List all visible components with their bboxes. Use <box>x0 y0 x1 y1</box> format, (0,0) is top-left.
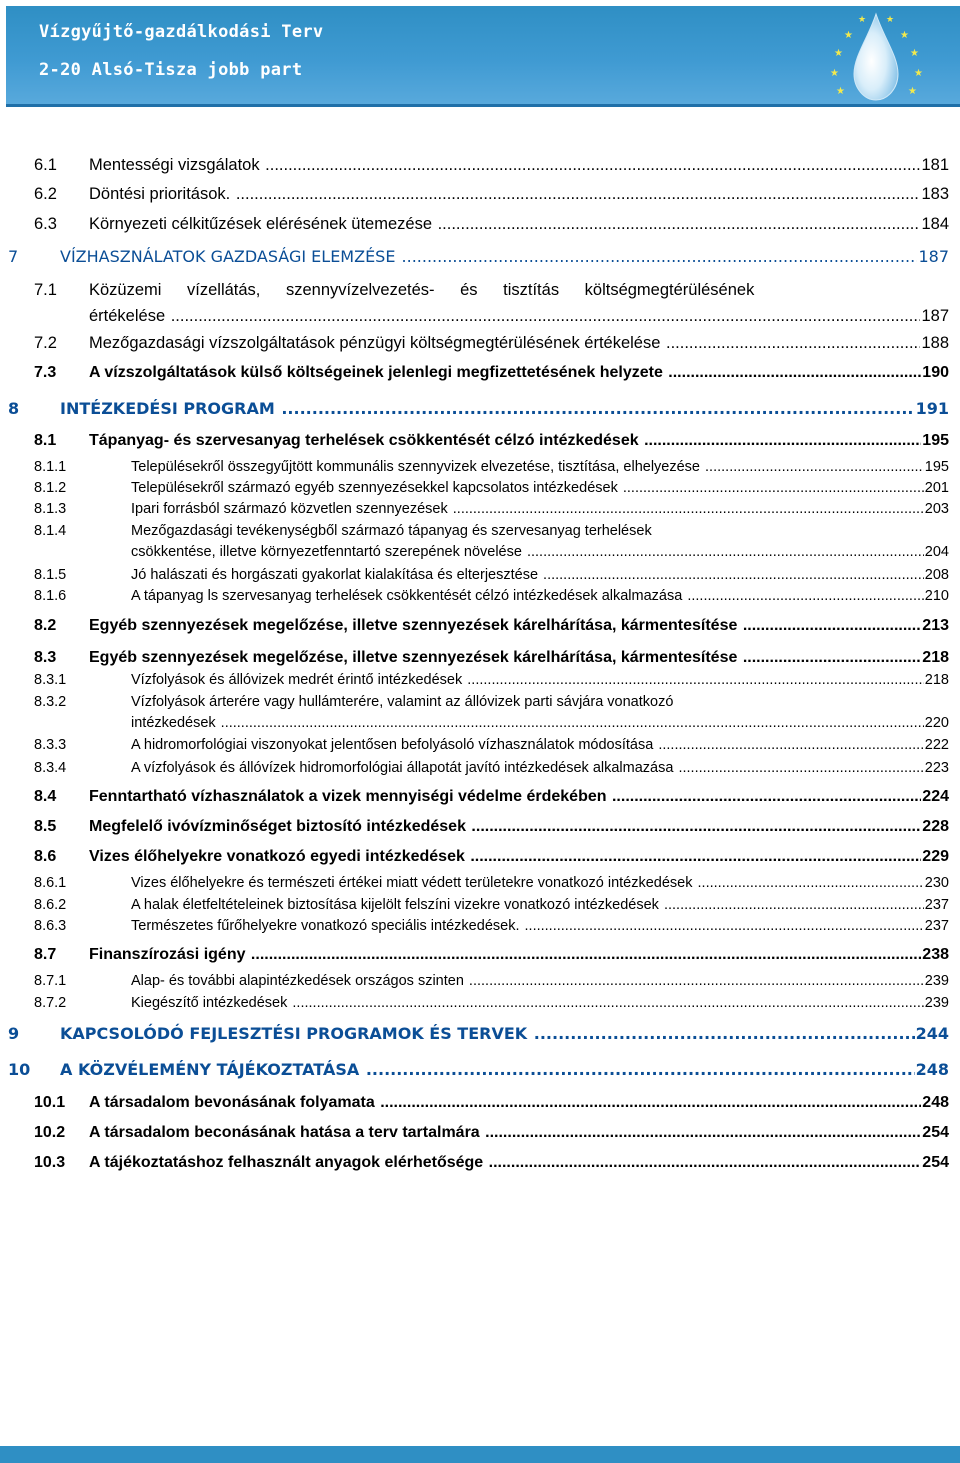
toc-entry[interactable] <box>34 213 949 235</box>
toc-entry-second-line[interactable] <box>34 305 949 327</box>
toc-label: Alap- és további alapintézkedések országos szinten <box>131 973 464 989</box>
toc-entry[interactable] <box>34 734 949 756</box>
toc-label-continued: értékelése <box>89 307 166 325</box>
toc-number: 8.7 <box>34 946 57 963</box>
toc-number: 8.4 <box>34 788 57 805</box>
toc-number: 10.1 <box>34 1094 66 1111</box>
toc-entry-second-line[interactable] <box>34 712 949 734</box>
toc-label: Jó halászati és horgászati gyakorlat kialakítása és elterjesztése <box>131 567 539 583</box>
toc-label: Kiegészítő intézkedések <box>131 995 288 1011</box>
toc-label: Finanszírozási igény <box>89 946 246 963</box>
toc-label: Településekről származó egyéb szennyezésekkel kapcsolatos intézkedések <box>131 480 618 496</box>
toc-number: 6.3 <box>34 215 57 233</box>
toc-entry-first-line[interactable] <box>34 520 949 542</box>
toc-page: 187 <box>921 307 949 325</box>
toc-number: 8.1 <box>34 432 57 449</box>
toc-label: A társadalom bevonásának folyamata <box>89 1094 375 1111</box>
toc-label-continued: csökkentése, illetve környezetfenntartó szerepének növelése <box>131 544 522 560</box>
toc-label: Mentességi vizsgálatok <box>89 156 260 174</box>
toc-number: 10.2 <box>34 1124 66 1141</box>
toc-page: 228 <box>921 816 949 838</box>
document-header <box>6 6 960 107</box>
toc-number: 8.6.2 <box>34 897 67 913</box>
toc-label: Környezeti célkitűzések elérésének ütemezése <box>89 215 433 233</box>
svg-text:★: ★ <box>908 86 917 97</box>
toc-entry[interactable] <box>34 362 949 384</box>
toc-number: 8.3 <box>34 649 57 666</box>
toc-number: 8.1.1 <box>34 459 67 475</box>
toc-entry[interactable] <box>34 498 949 520</box>
toc-label: Vízfolyások árterére vagy hullámterére, valamint az állóvizek parti sávjára vonatkozó <box>131 694 674 710</box>
toc-label: A halak életfeltételeinek biztosítása kijelölt felszíni vizekre vonatkozó intézkedések <box>131 897 659 913</box>
svg-text:★: ★ <box>914 68 923 79</box>
toc-number: 8.7.1 <box>34 973 67 989</box>
toc-entry[interactable] <box>34 430 949 452</box>
toc-number: 8.3.2 <box>34 694 67 710</box>
toc-entry-chapter[interactable] <box>8 246 949 268</box>
header-subtitle: 2-20 Alsó-Tisza jobb part <box>39 60 303 80</box>
toc-label: Egyéb szennyezések megelőzése, illetve szennyezések kárelhárítása, kármentesítése <box>89 649 738 666</box>
toc-entry[interactable] <box>34 154 949 176</box>
toc-number: 7.2 <box>34 334 57 352</box>
toc-number: 8.7.2 <box>34 995 67 1011</box>
toc-entry[interactable] <box>34 183 949 205</box>
toc-entry[interactable] <box>34 944 949 966</box>
toc-page: 223 <box>924 757 949 779</box>
toc-page: 188 <box>921 334 949 352</box>
toc-page: 204 <box>924 541 949 563</box>
toc-label: A vízszolgáltatások külső költségeinek jelenlegi megfizettetésének helyzete <box>89 364 663 381</box>
toc-entry-first-line[interactable] <box>34 691 949 713</box>
toc-number: 9 <box>8 1024 20 1043</box>
toc-label: A vízfolyások és állóvízek hidromorfológiai állapotát javító intézkedések alkalmazása <box>131 760 674 776</box>
toc-number: 8.3.3 <box>34 737 67 753</box>
toc-page: 254 <box>921 1152 949 1174</box>
toc-number: 10.3 <box>34 1154 66 1171</box>
toc-page: 230 <box>924 872 949 894</box>
toc-page: 239 <box>924 970 949 992</box>
toc-entry[interactable] <box>34 757 949 779</box>
toc-number: 8.5 <box>34 818 57 835</box>
toc-label: A hidromorfológiai viszonyokat jelentősen befolyásoló vízhasználatok módosítása <box>131 737 654 753</box>
toc-label: Közüzemi vízellátás, szennyvízelvezetés- és tisztítás költségmegtérülésének <box>89 281 755 299</box>
toc-entry[interactable] <box>34 615 949 637</box>
toc-number: 8.1.5 <box>34 567 67 583</box>
toc-number: 6.1 <box>34 156 57 174</box>
toc-entry[interactable] <box>34 1092 949 1114</box>
toc-label: KAPCSOLÓDÓ FEJLESZTÉSI PROGRAMOK ÉS TERVEK <box>60 1024 528 1043</box>
toc-number: 8.1.6 <box>34 588 67 604</box>
header-title: Vízgyűjtő-gazdálkodási Terv <box>39 22 324 42</box>
toc-page: 237 <box>924 894 949 916</box>
toc-number: 8.3.1 <box>34 672 67 688</box>
svg-text:★: ★ <box>844 30 853 41</box>
svg-text:★: ★ <box>886 14 895 24</box>
toc-label: Megfelelő ivóvízminőséget biztosító intézkedések <box>89 818 466 835</box>
toc-label: Mezőgazdasági tevékenységből származó tápanyag és szervesanyag terhelések <box>131 523 652 539</box>
toc-entry[interactable] <box>34 332 949 354</box>
toc-number: 8.6.1 <box>34 875 67 891</box>
toc-entry[interactable] <box>34 456 949 478</box>
toc-label: Mezőgazdasági vízszolgáltatások pénzügyi költségmegtérülésének értékelése <box>89 334 661 352</box>
toc-entry[interactable] <box>34 992 949 1014</box>
toc-page: 244 <box>915 1024 949 1043</box>
toc-number: 8.1.3 <box>34 501 67 517</box>
toc-label: Természetes fűrőhelyekre vonatkozó speciális intézkedések. <box>131 918 520 934</box>
toc-page: 248 <box>921 1092 949 1114</box>
toc-label: Egyéb szennyezések megelőzése, illetve szennyezések kárelhárítása, kármentesítése <box>89 617 738 634</box>
toc-entry-chapter[interactable] <box>8 1059 949 1081</box>
toc-entry[interactable] <box>34 1122 949 1144</box>
toc-page: 201 <box>924 477 949 499</box>
toc-label: Fenntartható vízhasználatok a vizek mennyiségi védelme érdekében <box>89 788 607 805</box>
toc-label: A társadalom beconásának hatása a terv tartalmára <box>89 1124 480 1141</box>
svg-text:★: ★ <box>900 30 909 41</box>
toc-label: Tápanyag- és szervesanyag terhelések csökkentését célzó intézkedések <box>89 432 639 449</box>
svg-text:★: ★ <box>910 48 919 59</box>
toc-page: 208 <box>924 564 949 586</box>
toc-label: Vizes élőhelyekre vonatkozó egyedi intézkedések <box>89 848 465 865</box>
toc-label: A KÖZVÉLEMÉNY TÁJÉKOZTATÁSA <box>60 1060 360 1079</box>
toc-entry[interactable] <box>34 846 949 868</box>
toc-page: 190 <box>921 362 949 384</box>
toc-label: Vízfolyások és állóvizek medrét érintő intézkedések <box>131 672 463 688</box>
svg-text:★: ★ <box>834 48 843 59</box>
toc-entry-chapter[interactable] <box>8 1023 949 1045</box>
toc-entry-second-line[interactable] <box>34 541 949 563</box>
toc-entry[interactable] <box>34 786 949 808</box>
toc-label: Vizes élőhelyekre és természeti értékei miatt védett területekre vonatkozó intézkedések <box>131 875 693 891</box>
water-drop-logo <box>810 8 942 104</box>
toc-entry[interactable] <box>34 564 949 586</box>
toc-entry[interactable] <box>34 816 949 838</box>
toc-number: 8.6.3 <box>34 918 67 934</box>
toc-number: 10 <box>8 1060 31 1079</box>
toc-page: 181 <box>921 156 949 174</box>
toc-page: 183 <box>921 185 949 203</box>
toc-page: 218 <box>921 647 949 669</box>
toc-page: 195 <box>924 456 949 478</box>
toc-label: Ipari forrásból származó közvetlen szennyezések <box>131 501 448 517</box>
toc-number: 7.1 <box>34 281 57 299</box>
toc-entry[interactable] <box>34 647 949 669</box>
footer-band <box>0 1446 960 1463</box>
toc-page: 248 <box>915 1060 949 1079</box>
toc-page: 237 <box>924 915 949 937</box>
toc-entry[interactable] <box>34 872 949 894</box>
toc-page: 213 <box>921 615 949 637</box>
toc-number: 8 <box>8 399 20 418</box>
toc-entry[interactable] <box>34 1152 949 1174</box>
toc-label: Településekről összegyűjtött kommunális szennyvizek elvezetése, tisztítása, elhelyezése <box>131 459 700 475</box>
toc-entry[interactable] <box>34 915 949 937</box>
toc-entry[interactable] <box>34 970 949 992</box>
toc-label: INTÉZKEDÉSI PROGRAM <box>60 399 275 418</box>
toc-label: VÍZHASZNÁLATOK GAZDASÁGI ELEMZÉSE <box>60 247 396 266</box>
toc-entry[interactable] <box>34 477 949 499</box>
toc-page: 203 <box>924 498 949 520</box>
toc-number: 7.3 <box>34 364 57 381</box>
svg-text:★: ★ <box>836 86 845 97</box>
toc-label: A tápanyag ls szervesanyag terhelések csökkentését célzó intézkedések alkalmazása <box>131 588 683 604</box>
toc-entry[interactable] <box>34 585 949 607</box>
toc-number: 7 <box>8 247 19 266</box>
toc-page: 218 <box>924 669 949 691</box>
toc-page: 222 <box>924 734 949 756</box>
svg-text:★: ★ <box>858 14 867 24</box>
toc-page: 229 <box>921 846 949 868</box>
toc-entry-first-line[interactable] <box>34 279 949 301</box>
toc-number: 8.2 <box>34 617 57 634</box>
toc-label-continued: intézkedések <box>131 715 216 731</box>
toc-page: 195 <box>921 430 949 452</box>
toc-number: 8.3.4 <box>34 760 67 776</box>
toc-page: 210 <box>924 585 949 607</box>
toc-number: 8.6 <box>34 848 57 865</box>
toc-label: Döntési prioritások. <box>89 185 231 203</box>
svg-text:★: ★ <box>830 68 839 79</box>
toc-page: 220 <box>924 712 949 734</box>
toc-page: 184 <box>921 215 949 233</box>
toc-page: 224 <box>921 786 949 808</box>
toc-page: 238 <box>921 944 949 966</box>
toc-page: 254 <box>921 1122 949 1144</box>
toc-entry[interactable] <box>34 669 949 691</box>
toc-entry-chapter[interactable] <box>8 398 949 420</box>
toc-entry[interactable] <box>34 894 949 916</box>
toc-page: 191 <box>915 399 949 418</box>
toc-number: 8.1.4 <box>34 523 67 539</box>
toc-page: 239 <box>924 992 949 1014</box>
toc-number: 6.2 <box>34 185 57 203</box>
toc-number: 8.1.2 <box>34 480 67 496</box>
toc-label: A tájékoztatáshoz felhasznált anyagok elérhetősége <box>89 1154 484 1171</box>
toc-page: 187 <box>918 247 949 266</box>
